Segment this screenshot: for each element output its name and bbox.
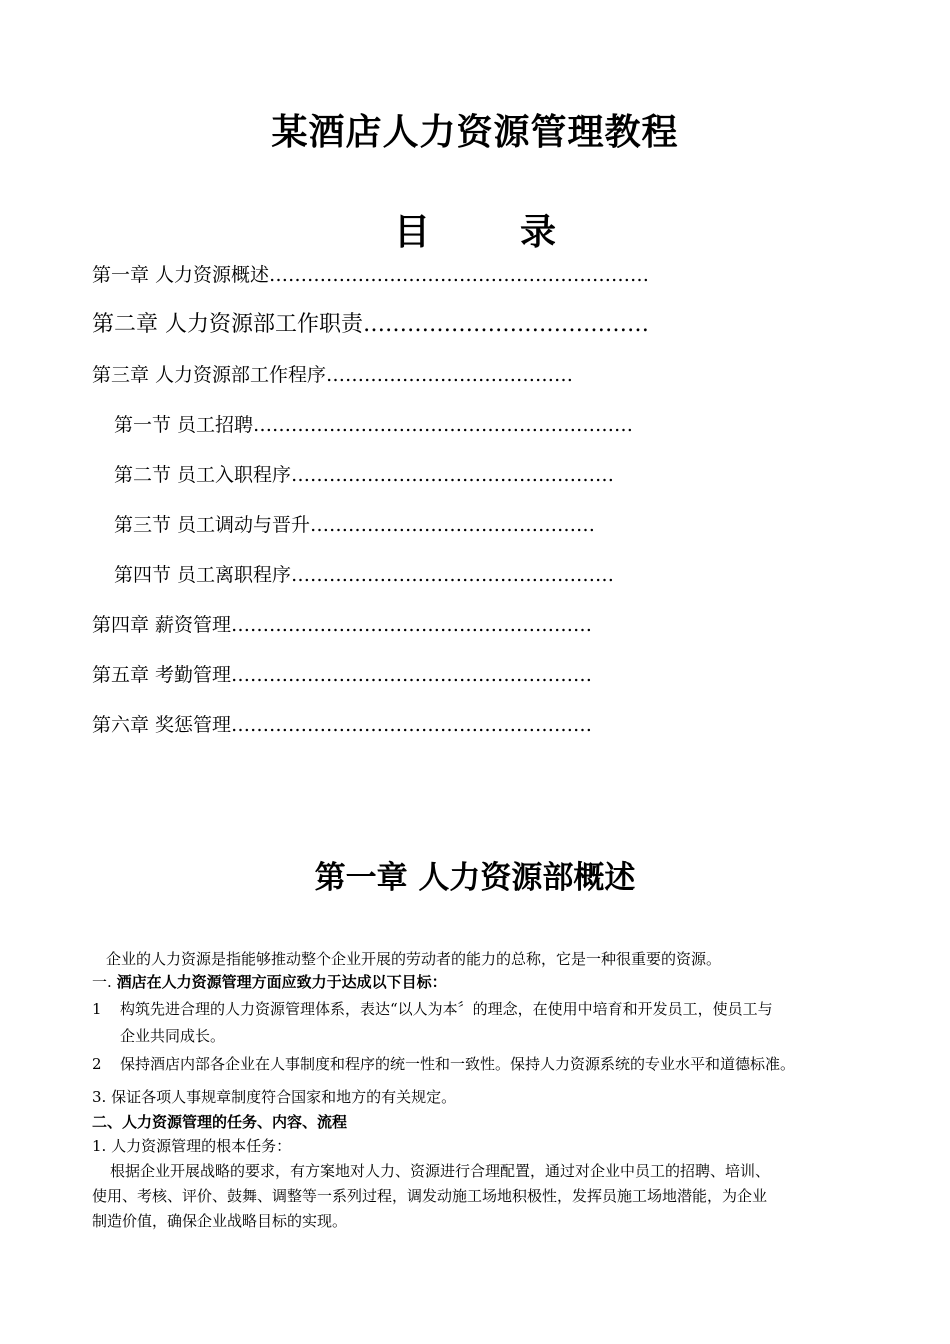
toc-item-label: 第四章 薪资管理 (92, 614, 232, 636)
toc-leader-dots: ………………………………………………… (231, 664, 593, 686)
toc-item-section-3[interactable] (114, 510, 694, 540)
toc-item-label: 第一节 员工招聘 (114, 414, 254, 436)
document-title: 某酒店人力资源管理教程 (271, 112, 679, 153)
toc-item-chapter-1[interactable] (92, 260, 772, 290)
chapter-title: 第一章 人力资源部概述 (314, 860, 636, 896)
toc-item-section-2[interactable] (114, 460, 694, 490)
toc-leader-dots: ………………………………………………… (231, 714, 593, 736)
task-paragraph-line-2: 使用、考核、评价、鼓舞、调整等一系列过程，调发动施工场地积极性，发挥员施工场地潜能，为企业 (92, 1187, 768, 1205)
toc-item-chapter-5[interactable] (92, 660, 692, 690)
toc-leader-dots: …………………………………………………… (253, 414, 634, 436)
toc-item-label: 第三章 人力资源部工作程序 (92, 364, 327, 386)
section-heading-2: 二、人力资源管理的任务、内容、流程 (92, 1113, 348, 1131)
toc-leader-dots: …………………………………………… (291, 464, 615, 486)
section-number: 一. (92, 973, 112, 991)
task-heading: 1. 人力资源管理的根本任务： (92, 1137, 292, 1155)
toc-heading-right: 录 (520, 212, 557, 253)
goal-item-3: 3. 保证各项人事规章制度符合国家和地方的有关规定。 (92, 1088, 457, 1106)
toc-item-label: 第三节 员工调动与晋升 (114, 514, 311, 536)
goal-item-2 (92, 1053, 795, 1075)
toc-item-label: 第二章 人力资源部工作职责 (92, 312, 363, 337)
list-number: 2 (92, 1055, 102, 1073)
toc-leader-dots: ……………………………………… (310, 514, 596, 536)
toc-item-label: 第六章 奖惩管理 (92, 714, 232, 736)
toc-leader-dots: ………………………………………………… (231, 614, 593, 636)
toc-item-label: 第四节 员工离职程序 (114, 564, 292, 586)
goal-text: 构筑先进合理的人力资源管理体系，表达“以人为本〞的理念，在使用中培育和开发员工，使员工与 (120, 1000, 773, 1018)
toc-leader-dots: ………………………………… (326, 364, 574, 386)
toc-item-chapter-6[interactable] (92, 710, 692, 740)
toc-heading-left: 目 (393, 212, 430, 253)
toc-item-section-1[interactable] (114, 410, 714, 440)
goal-text: 保持酒店内部各企业在人事制度和程序的统一性和一致性。保持人力资源系统的专业水平和道德标准。 (120, 1055, 796, 1073)
toc-heading (0, 204, 950, 255)
toc-item-section-4[interactable] (114, 560, 694, 590)
section-heading-text: 酒店在人力资源管理方面应致力于达成以下目标： (116, 973, 447, 991)
toc-item-label: 第五章 考勤管理 (92, 664, 232, 686)
toc-item-label: 第一章 人力资源概述 (92, 264, 270, 286)
toc-item-chapter-2[interactable] (92, 310, 712, 340)
task-paragraph-line-1: 根据企业开展战略的要求，有方案地对人力、资源进行合理配置，通过对企业中员工的招聘、培训、 (110, 1162, 771, 1180)
intro-paragraph: 企业的人力资源是指能够推动整个企业开展的劳动者的能力的总称，它是一种很重要的资源。 (106, 950, 722, 968)
list-number: 1 (92, 1000, 102, 1018)
toc-leader-dots: …………………………………………… (291, 564, 615, 586)
goal-item-1 (92, 998, 773, 1020)
toc-item-label: 第二节 员工入职程序 (114, 464, 292, 486)
toc-leader-dots: …………………………………………………… (269, 264, 650, 286)
section-heading-1 (92, 971, 447, 993)
toc-item-chapter-4[interactable] (92, 610, 692, 640)
toc-leader-dots: ………………………………… (363, 312, 649, 337)
toc-item-chapter-3[interactable] (92, 360, 672, 390)
task-paragraph-line-3: 制造价值，确保企业战略目标的实现。 (92, 1212, 348, 1230)
goal-item-1-continued: 企业共同成长。 (120, 1027, 226, 1045)
